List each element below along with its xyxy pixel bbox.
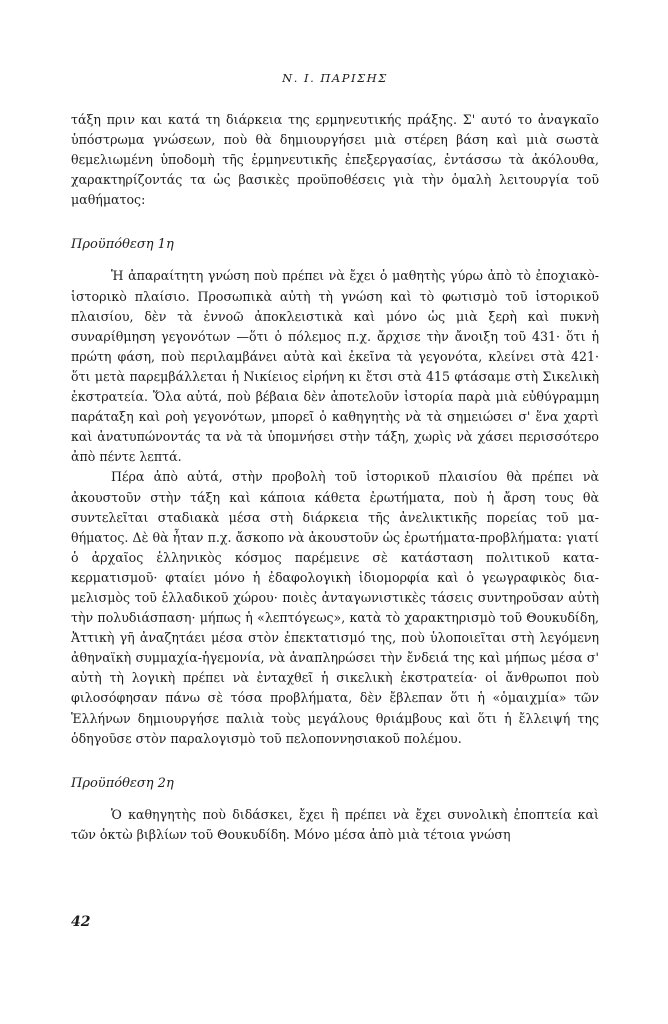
page-number: 42	[71, 914, 91, 930]
section1-paragraph-2: Πέρα ἀπὸ αὐτά, στὴν προβολὴ τοῦ ἱστορικοῦ πλαισίου θὰ πρέπει νὰ ἀκουστοῦν στὴν τάξη καὶ κάποια κάθετα ἐρωτήματα, ποὺ ἡ ἄρση τους θὰ συντελεῖται σταδιακὰ μέσα στὴ διάρκεια τῆς ἀνελικτικῆς πορείας τοῦ μαθήματος. Δὲ θὰ ἦταν π.χ. ἄσκοπο νὰ ἀκουστοῦν ὡς ἐρωτήματα-προβλήματα: γιατί ὁ ἀρχαῖος ἑλληνικὸς κόσμος παρέμεινε σὲ κατάσταση πολιτικοῦ κατακερματισμοῦ· φταίει μόνο ἡ ἐδαφολογικὴ ἰδιομορφία καὶ ὁ γεωγραφικὸς διαμελισμὸς τοῦ ἑλλαδικοῦ χώρου· ποιὲς ἀνταγωνιστικὲς τάσεις συντηροῦσαν αὐτὴ τὴν πολυδιάσπαση· μήπως ἡ «λεπτόγεως», κατὰ τὸ χαρακτηρισμὸ τοῦ Θουκυδίδη, Ἀττικὴ γῆ ἀναζητάει μέσα στὸν ἐπεκτατισμό της, ποὺ ὑλοποιεῖται στὴ λεγόμενη ἀθηναϊκὴ συμμαχία-ἡγεμονία, νὰ ἀναπληρώσει τὴν ἔνδειά της καὶ μήπως μέσα σ' αὐτὴ τὴ λογικὴ πρέπει νὰ ἐνταχθεῖ ἡ σικελικὴ ἐκστρατεία· οἱ ἄνθρωποι ποὺ φιλοσόφησαν πάνω σὲ τόσα προβλήματα, δὲν ἔβλεπαν ὅτι ἡ «ὁμαιχμία» τῶν Ἑλλήνων δημιουργήσε παλιὰ τοὺς μεγάλους θριάμβους καὶ ὅτι ἡ ἔλλειψή της ὁδηγοῦσε στὸν παραλογισμὸ τοῦ πελοποννησιακοῦ πολέμου.	[71, 469, 599, 746]
section2-paragraph-1: Ὁ καθηγητὴς ποὺ διδάσκει, ἔχει ἢ πρέπει νὰ ἔχει συνολικὴ ἐποπτεία καὶ τῶν ὀκτὼ βιβλίων τοῦ Θουκυδίδη. Μόνο μέσα ἀπὸ μιὰ τέτοια γνώση	[71, 806, 599, 842]
section-heading-2: Προϋπόθεση 2η	[71, 775, 174, 791]
section-heading-1: Προϋπόθεση 1η	[71, 237, 174, 253]
intro-paragraph: τάξη πριν και κατά τη διάρκεια της ερμηνευτικής πράξης. Σ' αυτό το ἀναγκαῖο ὑπόστρωμα γνώσεων, ποὺ θὰ δημιουργήσει μιὰ στέρεη βάση καὶ μιὰ σωστὰ θεμελιωμένη ὑποδομὴ τῆς ἑρμηνευτικῆς ἐπεξεργασίας, ἐντάσσω τὰ ἀκόλουθα, χαρακτηρίζοντάς τα ὡς βασικὲς προϋποθέσεις γιὰ τὴν ὁμαλὴ λειτουργία τοῦ μαθήματος:	[71, 112, 599, 208]
page-body	[71, 70, 599, 845]
section1-paragraph-1: Ἡ ἀπαραίτητη γνώση ποὺ πρέπει νὰ ἔχει ὁ μαθητὴς γύρω ἀπὸ τὸ ἐποχιακὸ-ἱστορικὸ πλαίσιο. Προσωπικὰ αὐτὴ τὴ γνώση καὶ τὸ φωτισμὸ τοῦ ἱστορικοῦ πλαισίου, δὲν τὰ ἐννοῶ ἀποκλειστικὰ καὶ μόνο ὡς μιὰ ξερὴ καὶ πυκνὴ συναρίθμηση γεγονότων —ὅτι ὁ πόλεμος π.χ. ἄρχισε τὴν ἄνοιξη τοῦ 431· ὅτι ἡ πρώτη φάση, ποὺ περιλαμβάνει αὐτὰ καὶ ἐκεῖνα τὰ γεγονότα, κλείνει στὰ 421· ὅτι μετὰ παρεμβάλλεται ἡ Νικίειος εἰρήνη κι ἔτσι στὰ 415 φτάσαμε στὴ Σικελικὴ ἐκστρατεία. Ὅλα αὐτά, ποὺ βέβαια δὲν ἀποτελοῦν ἱστορία παρὰ μιὰ εὐθύγραμμη παράταξη καὶ ροὴ γεγονότων, μπορεῖ ὁ καθηγητὴς νὰ τὰ σημειώσει σ' ἕνα χαρτὶ καὶ ἀνατυπώνοντάς τα νὰ τὰ ὑπομνήσει στὴν τάξη, χωρὶς νὰ χάσει περισσότερο ἀπὸ πέντε λεπτά.	[71, 268, 599, 465]
running-head: Ν. Ι. ΠΑΡΙΣΗΣ	[282, 71, 388, 85]
